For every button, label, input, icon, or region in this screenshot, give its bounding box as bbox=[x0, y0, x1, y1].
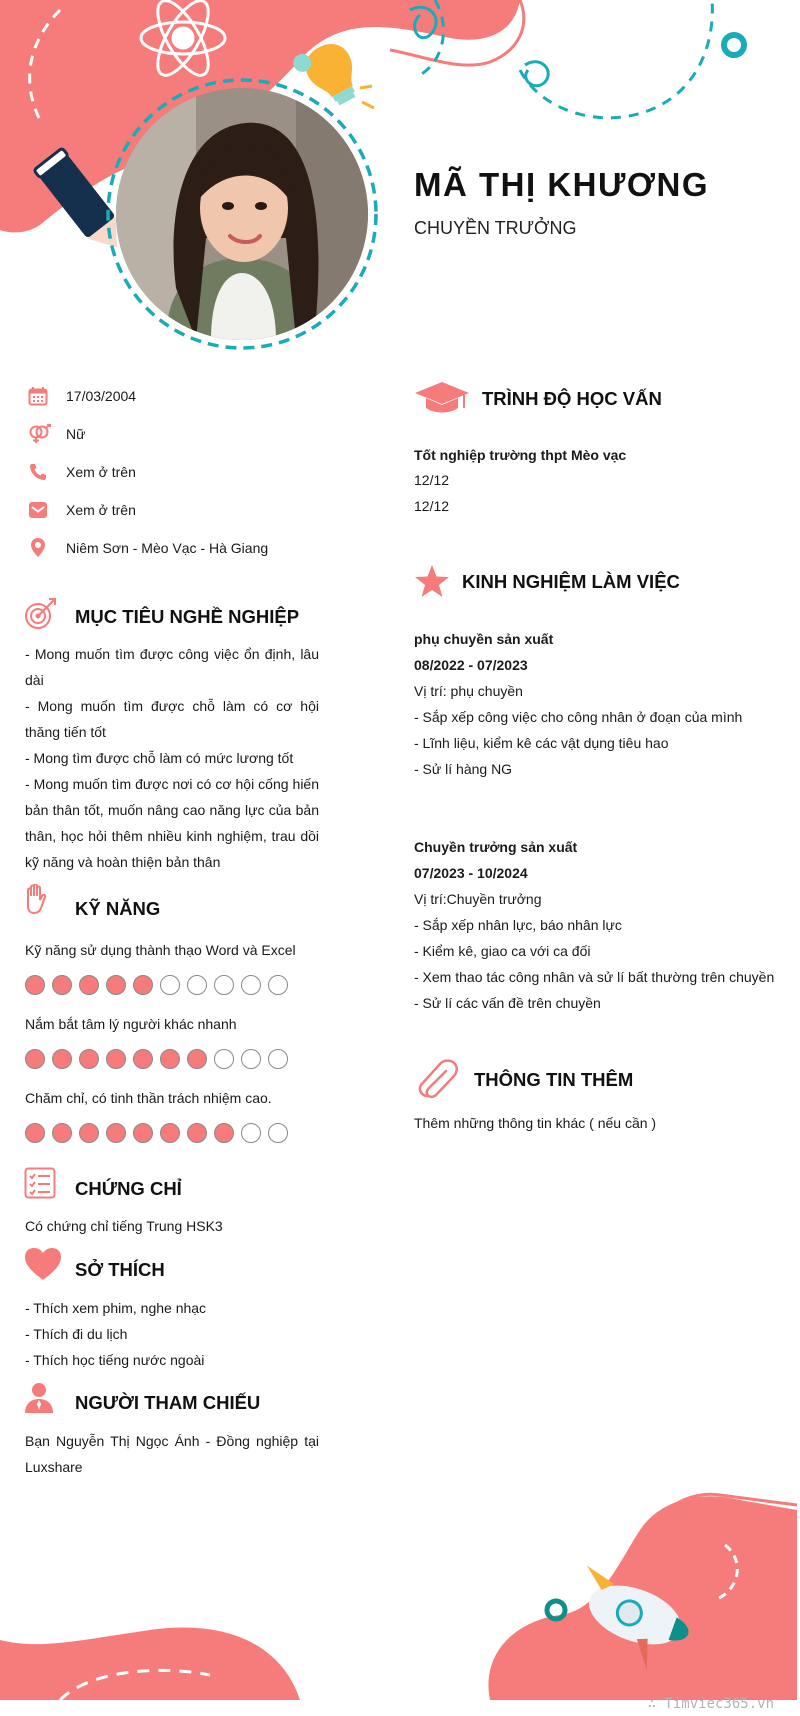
job-task: - Lĩnh liệu, kiểm kê các vật dụng tiêu hao bbox=[414, 735, 669, 751]
skill-dot-filled bbox=[25, 1049, 45, 1069]
avatar-frame bbox=[108, 80, 376, 348]
skill-dot-filled bbox=[187, 1123, 207, 1143]
skill-dot-empty bbox=[214, 975, 234, 995]
job-role: Vị trí: phụ chuyền bbox=[414, 683, 523, 699]
contact-gender bbox=[28, 422, 85, 446]
skill-dot-empty bbox=[214, 1049, 234, 1069]
skill-rating bbox=[25, 1123, 288, 1143]
hobbies-title: SỞ THÍCH bbox=[75, 1259, 165, 1280]
job-role: Vị trí:Chuyền trưởng bbox=[414, 891, 542, 907]
skill-dot-filled bbox=[52, 1123, 72, 1143]
skill-dot-filled bbox=[133, 975, 153, 995]
contact-birthday bbox=[28, 384, 136, 408]
contact-address bbox=[28, 536, 268, 560]
job-task: - Xem thao tác công nhân và sử lí bất thường trên chuyền bbox=[414, 969, 775, 985]
job-title: CHUYỀN TRƯỞNG bbox=[414, 218, 577, 238]
location-pin-icon bbox=[28, 536, 54, 560]
skill-dot-filled bbox=[79, 975, 99, 995]
objective-line: - Mong muốn tìm được công việc ổn định, lâu dài bbox=[25, 646, 319, 688]
job-period: 08/2022 - 07/2023 bbox=[414, 657, 528, 673]
calendar-icon bbox=[28, 384, 54, 408]
education-title: TRÌNH ĐỘ HỌC VẤN bbox=[482, 388, 662, 409]
skill-dot-filled bbox=[52, 1049, 72, 1069]
skill-dot-filled bbox=[106, 1049, 126, 1069]
skill-label: Kỹ năng sử dụng thành thạo Word và Excel bbox=[25, 942, 296, 958]
objective-title: MỤC TIÊU NGHỀ NGHIỆP bbox=[75, 606, 300, 627]
job-task: - Sắp xếp công việc cho công nhân ở đoạn của mình bbox=[414, 709, 743, 725]
skill-rating bbox=[25, 975, 288, 995]
ring-icon bbox=[724, 35, 744, 55]
skill-dot-filled bbox=[106, 1123, 126, 1143]
graduation-cap-icon bbox=[414, 380, 470, 419]
skill-dot-filled bbox=[133, 1123, 153, 1143]
job-task: - Kiểm kê, giao ca với ca đối bbox=[414, 943, 591, 959]
skill-dot-filled bbox=[160, 1049, 180, 1069]
skill-dot-filled bbox=[187, 1049, 207, 1069]
birthday-value: 17/03/2004 bbox=[66, 388, 137, 404]
skill-dot-empty bbox=[160, 975, 180, 995]
job-task: - Sử lí hàng NG bbox=[414, 761, 513, 777]
checklist-icon bbox=[24, 1167, 56, 1204]
phone-icon bbox=[28, 460, 54, 484]
skill-dot-empty bbox=[241, 975, 261, 995]
skill-dot-filled bbox=[133, 1049, 153, 1069]
job-task: - Sử lí các vấn đề trên chuyền bbox=[414, 995, 601, 1011]
skill-dot-empty bbox=[268, 1123, 288, 1143]
job-company: Chuyền trưởng sản xuất bbox=[414, 839, 578, 855]
references-title: NGƯỜI THAM CHIẾU bbox=[75, 1392, 261, 1413]
skill-label: Nắm bắt tâm lý người khác nhanh bbox=[25, 1016, 237, 1032]
hobbies-list bbox=[25, 1295, 319, 1373]
target-icon bbox=[24, 596, 58, 635]
skill-dot-filled bbox=[52, 975, 72, 995]
objective-line: - Mong muốn tìm được nơi có cơ hội cống hiến bản thân tốt, muốn nâng cao năng lực của bản thân, học hỏi thêm nhiều kinh nghiệm, trau dồi kỹ năng và hoàn thiện bản thân bbox=[25, 776, 319, 870]
experience-title: KINH NGHIỆM LÀM VIỆC bbox=[462, 571, 680, 592]
watermark: ∴ Timviec365.vn bbox=[647, 1696, 774, 1712]
education-line: 12/12 bbox=[414, 472, 450, 488]
envelope-icon bbox=[28, 498, 54, 522]
skills-title: KỸ NĂNG bbox=[75, 898, 161, 919]
skill-dot-filled bbox=[106, 975, 126, 995]
references-text: Bạn Nguyễn Thị Ngọc Ánh - Đồng nghiệp tại Luxshare bbox=[25, 1433, 319, 1475]
skill-dot-empty bbox=[268, 975, 288, 995]
hobby-item: - Thích xem phim, nghe nhạc bbox=[25, 1300, 207, 1316]
person-icon bbox=[24, 1382, 54, 1419]
phone-value: Xem ở trên bbox=[66, 464, 136, 480]
job-task: - Sắp xếp nhân lực, báo nhân lực bbox=[414, 917, 622, 933]
skill-dot-filled bbox=[79, 1049, 99, 1069]
skill-dot-filled bbox=[214, 1123, 234, 1143]
additional-text: Thêm những thông tin khác ( nếu cần ) bbox=[414, 1115, 657, 1131]
hobby-item: - Thích học tiếng nước ngoài bbox=[25, 1352, 205, 1368]
contact-email bbox=[28, 498, 136, 522]
gender-icon bbox=[28, 422, 54, 446]
objective-line: - Mong tìm được chỗ làm có mức lương tốt bbox=[25, 750, 294, 766]
job-company: phụ chuyền sản xuất bbox=[414, 631, 554, 647]
skill-dot-empty bbox=[241, 1049, 261, 1069]
objective-line: - Mong muốn tìm được chỗ làm có cơ hội thăng tiến tốt bbox=[25, 698, 319, 740]
hobby-item: - Thích đi du lịch bbox=[25, 1326, 128, 1342]
contact-phone bbox=[28, 460, 136, 484]
objective-list bbox=[25, 641, 319, 875]
skill-label: Chăm chỉ, có tinh thần trách nhiệm cao. bbox=[25, 1090, 272, 1106]
hand-icon bbox=[24, 884, 48, 921]
education-school: Tốt nghiệp trường thpt Mèo vạc bbox=[414, 447, 627, 463]
certificates-text: Có chứng chỉ tiếng Trung HSK3 bbox=[25, 1218, 223, 1234]
address-value: Niêm Sơn - Mèo Vạc - Hà Giang bbox=[66, 540, 269, 556]
experience-entry bbox=[414, 834, 784, 1016]
star-icon bbox=[414, 564, 450, 603]
candidate-name: MÃ THỊ KHƯƠNG bbox=[414, 166, 710, 203]
skill-dot-filled bbox=[25, 1123, 45, 1143]
skill-dot-empty bbox=[187, 975, 207, 995]
paperclip-icon bbox=[416, 1058, 460, 1105]
additional-title: THÔNG TIN THÊM bbox=[474, 1069, 634, 1090]
heart-icon bbox=[24, 1247, 62, 1286]
education-line: 12/12 bbox=[414, 498, 450, 514]
email-value: Xem ở trên bbox=[66, 502, 136, 518]
job-period: 07/2023 - 10/2024 bbox=[414, 865, 528, 881]
bottom-left-wave bbox=[0, 1628, 300, 1700]
skill-dot-filled bbox=[160, 1123, 180, 1143]
skill-dot-filled bbox=[79, 1123, 99, 1143]
skill-dot-empty bbox=[241, 1123, 261, 1143]
gender-value: Nữ bbox=[66, 426, 86, 442]
avatar-photo bbox=[116, 88, 368, 340]
experience-entry bbox=[414, 626, 784, 782]
skill-rating bbox=[25, 1049, 288, 1069]
avatar bbox=[116, 88, 368, 340]
skill-dot-filled bbox=[25, 975, 45, 995]
skill-dot-empty bbox=[268, 1049, 288, 1069]
certificates-title: CHỨNG CHỈ bbox=[75, 1178, 182, 1199]
